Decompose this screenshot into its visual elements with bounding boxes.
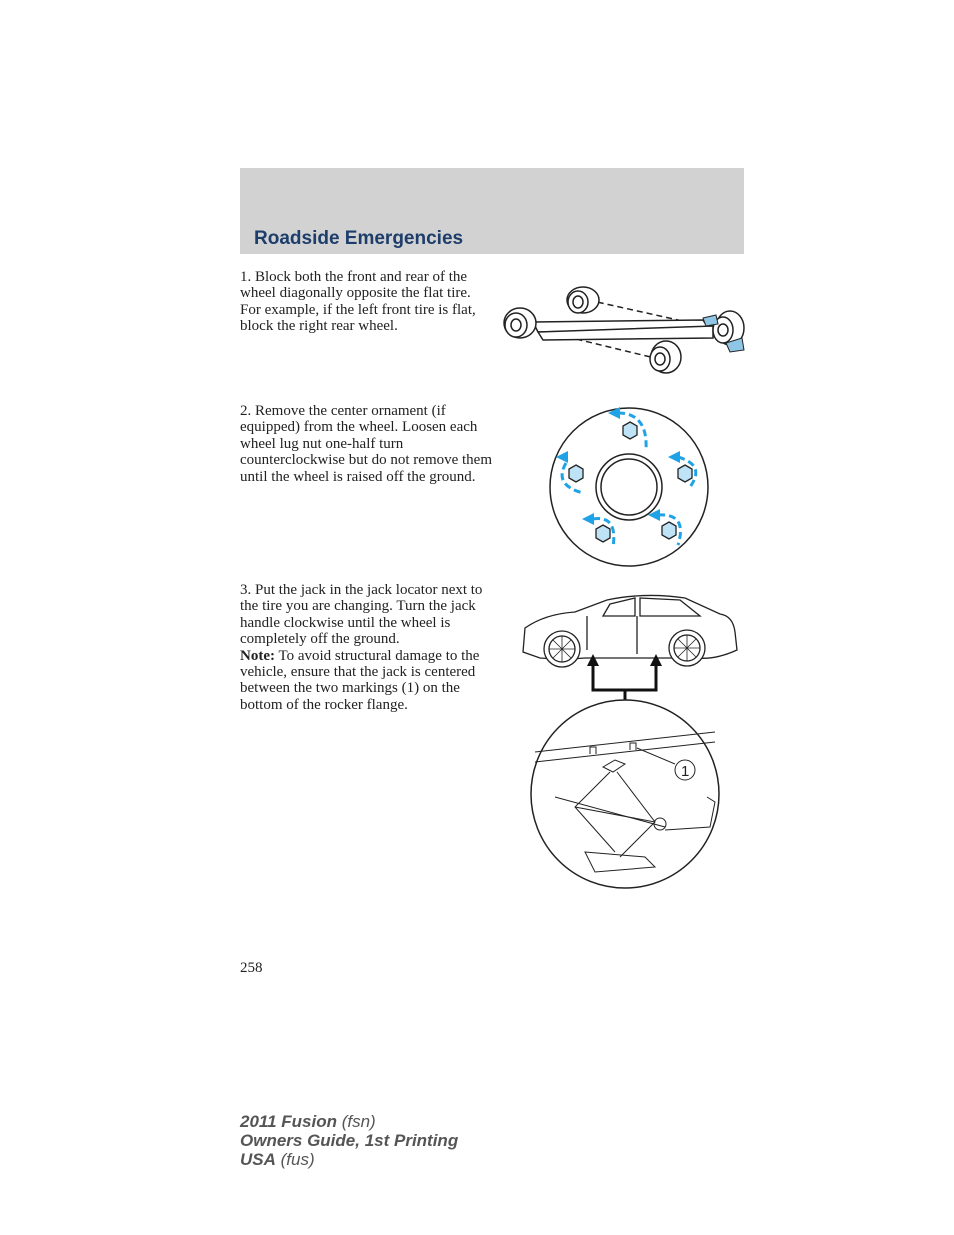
step-2-text: 2. Remove the center ornament (if equipped) from the wheel. Loosen each wheel lug nut one-half turn counterclockwise but do not remove them until the wheel is raised off the ground. <box>240 403 493 485</box>
section-header <box>240 168 744 254</box>
step-1 <box>240 269 495 335</box>
wheel-lug-nut-diagram <box>548 405 712 569</box>
section-title: Roadside Emergencies <box>254 228 464 249</box>
footer-model: 2011 Fusion <box>240 1112 337 1131</box>
jack-callout-label: 1 <box>681 763 690 780</box>
step-2 <box>240 403 495 485</box>
note-text: To avoid structural damage to the vehicle, ensure that the jack is centered between the two markings (1) on the bottom of the rocker flange. <box>240 647 480 713</box>
step-1-text: 1. Block both the front and rear of the wheel diagonally opposite the flat tire. For example, if the left front tire is flat, block the right rear wheel. <box>240 269 476 335</box>
step-3-main: 3. Put the jack in the jack locator next to the tire you are changing. Turn the jack handle clockwise until the wheel is completely off the ground. <box>240 582 483 648</box>
step-3-text <box>240 582 495 713</box>
note-label: Note: <box>240 647 275 664</box>
jack-placement-diagram <box>515 592 743 892</box>
wheel-chocks-diagram <box>498 280 748 380</box>
step-3 <box>240 582 495 713</box>
footer-region: USA <box>240 1150 276 1169</box>
footer-guide: Owners Guide, 1st Printing <box>240 1131 459 1150</box>
page-number: 258 <box>240 960 263 976</box>
footer <box>240 1112 458 1169</box>
footer-region-code: (fus) <box>275 1150 315 1169</box>
footer-model-code: (fsn) <box>337 1112 376 1131</box>
